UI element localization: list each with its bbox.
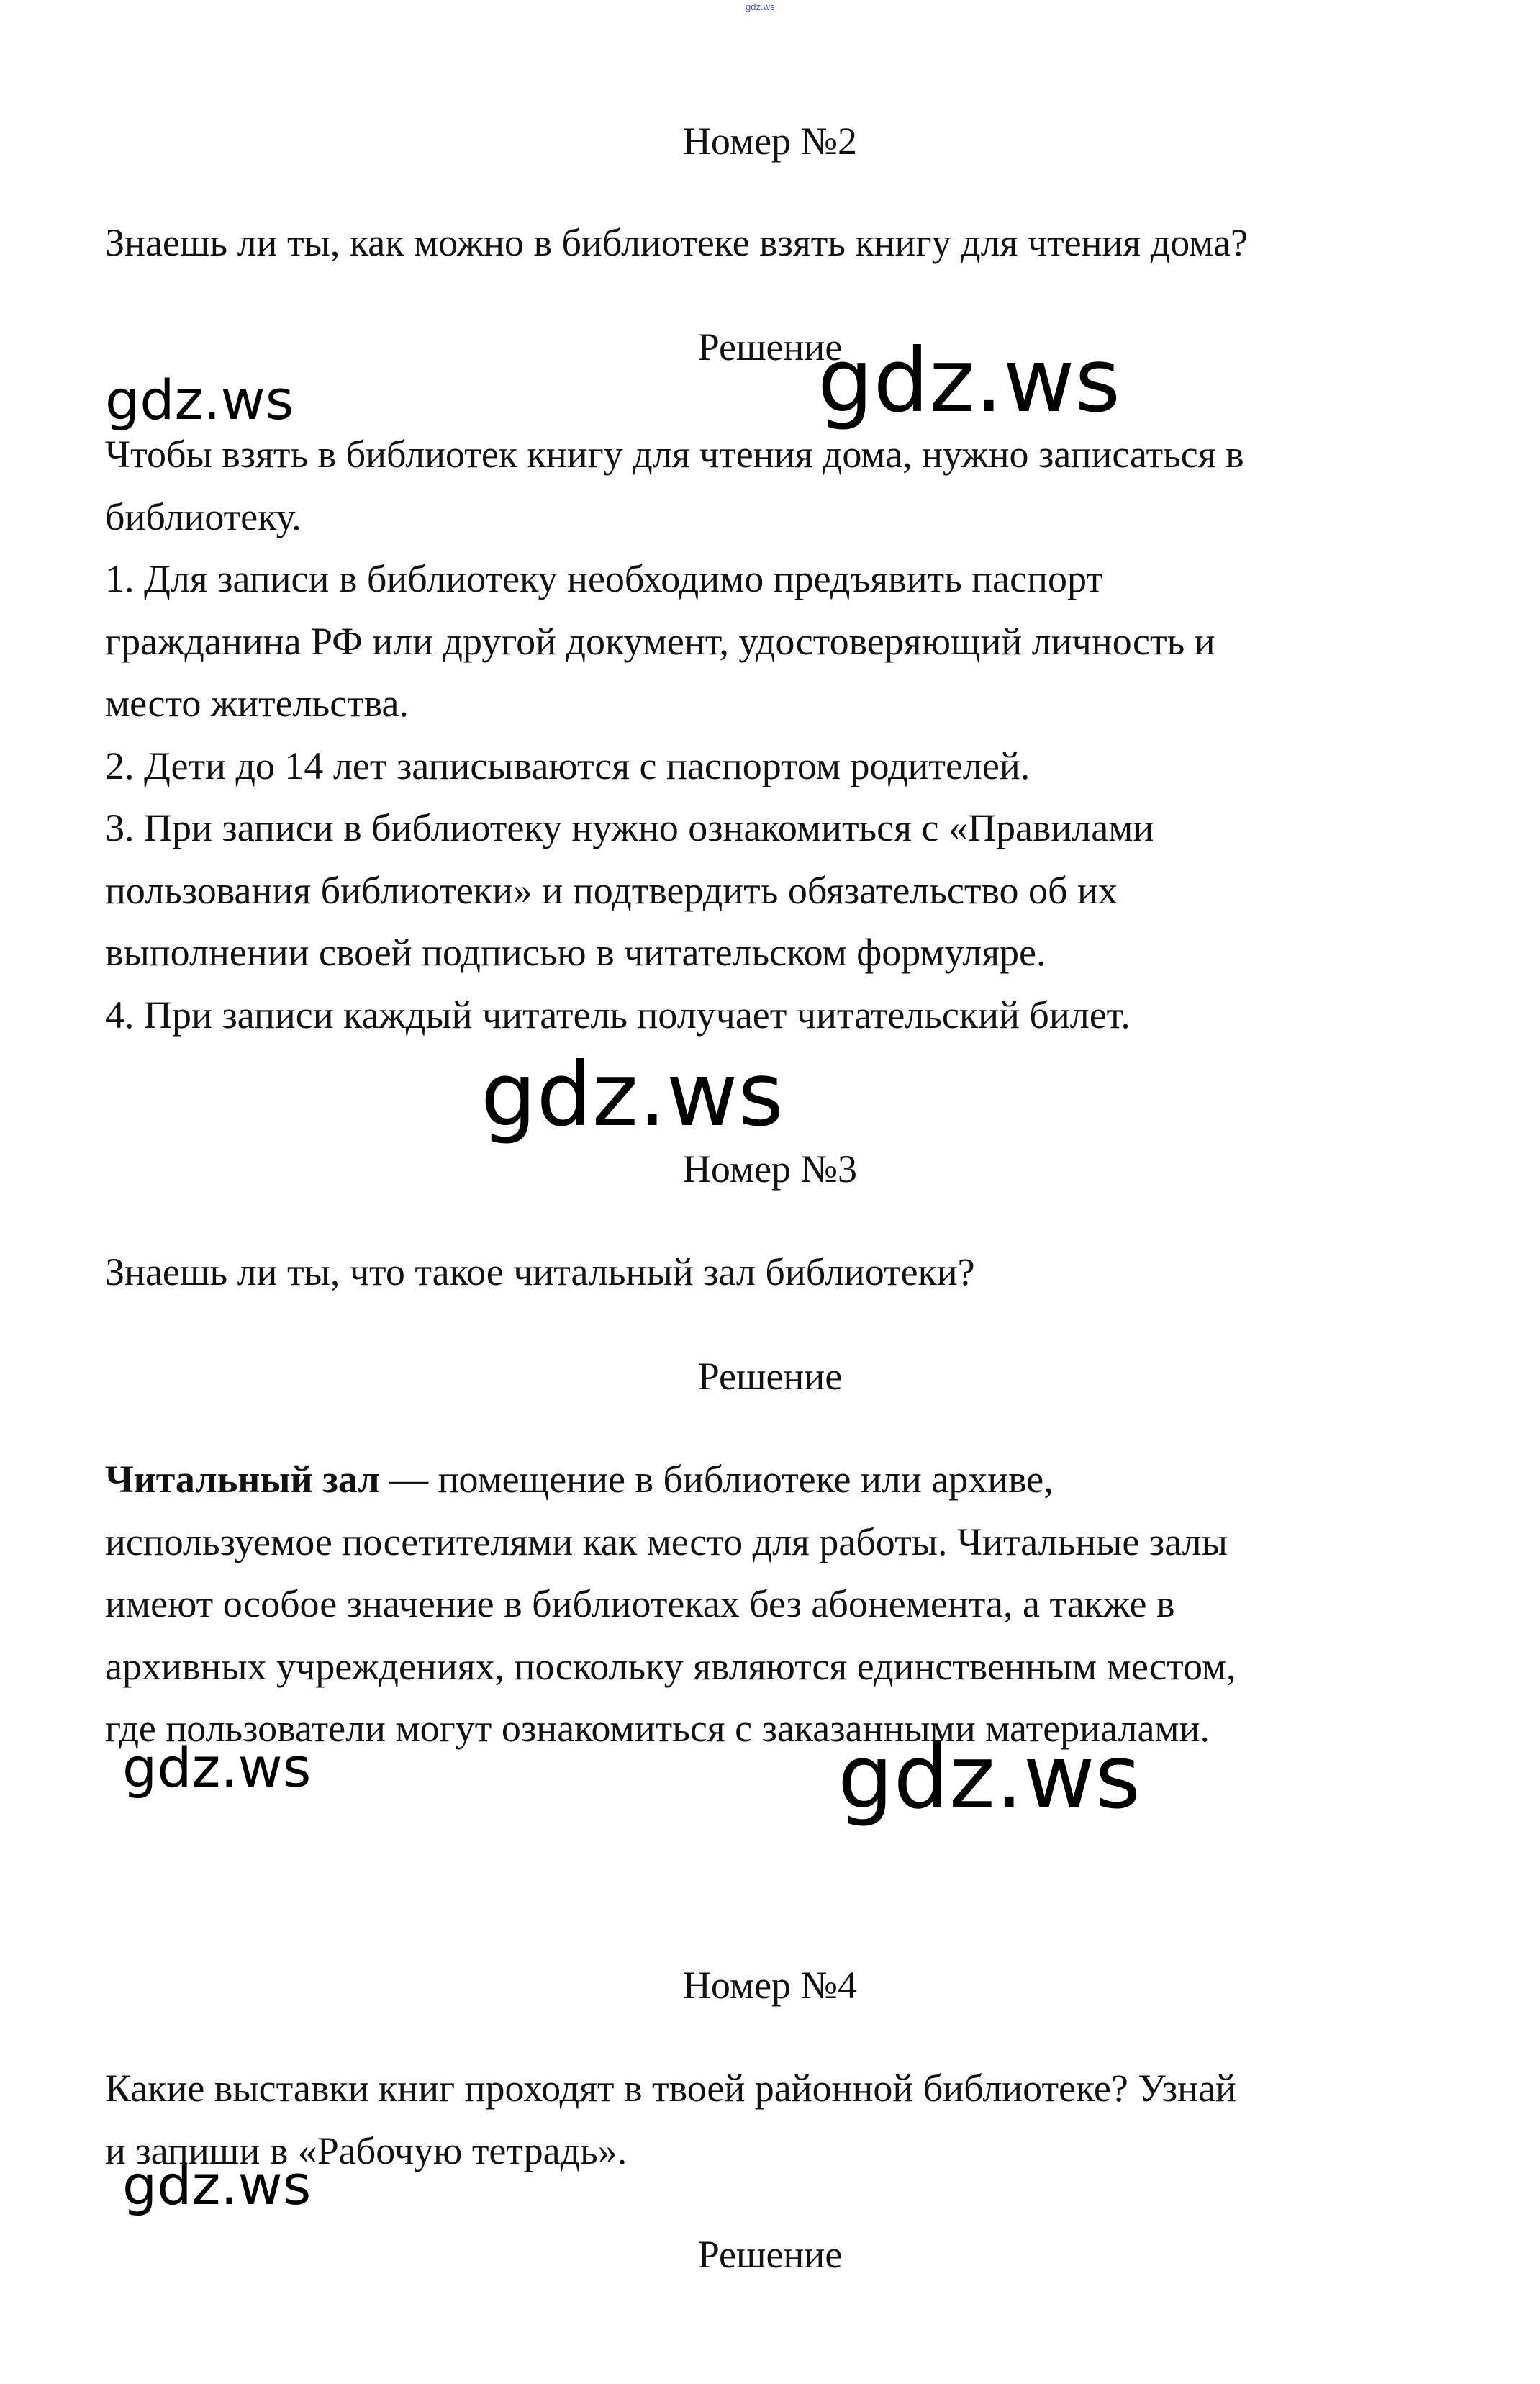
watermark-logo: gdz.ws — [105, 368, 294, 432]
question-line: Какие выставки книг проходят в твоей районной библиотеке? Узнай — [105, 2067, 1236, 2110]
answer-line: 1. Для записи в библиотеку необходимо предъявить паспорт — [105, 557, 1103, 600]
bold-term: Читальный зал — [105, 1458, 380, 1501]
answer-line-rest: — помещение в библиотеке или архиве, — [379, 1458, 1054, 1501]
watermark-logo: gdz.ws — [481, 1044, 784, 1146]
answer-line: 3. При записи в библиотеку нужно ознакомиться с «Правилами — [105, 806, 1154, 849]
answer-line: пользования библиотеки» и подтвердить обязательство об их — [105, 868, 1118, 912]
answer-line: выполнении своей подписью в читательском формуляре. — [105, 931, 1046, 974]
answer-line: 4. При записи каждый читатель получает читательский билет. — [105, 993, 1131, 1037]
question-line: Знаешь ли ты, как можно в библиотеке взять книгу для чтения дома? — [105, 221, 1248, 264]
answer-line: архивных учреждениях, поскольку являются единственным местом, — [105, 1644, 1236, 1688]
answer-2 — [105, 423, 1472, 1046]
answer-line-first — [105, 1448, 1472, 1511]
answer-line: Чтобы взять в библиотек книгу для чтения дома, нужно записаться в — [105, 433, 1244, 476]
answer-3 — [105, 1448, 1472, 1760]
solution-label-3: Решение — [697, 1355, 843, 1398]
question-line: и запиши в «Рабочую тетрадь». — [105, 2128, 628, 2172]
section-title-4: Номер №4 — [682, 1964, 858, 2007]
watermark-logo: gdz.ws — [838, 1726, 1141, 1828]
answer-line: используемое посетителями как место для работы. Читальные залы — [105, 1520, 1228, 1563]
question-2 — [105, 212, 1472, 274]
answer-line: гражданина РФ или другой документ, удостоверяющий личность и — [105, 619, 1215, 663]
section-title-2: Номер №2 — [682, 119, 858, 163]
answer-line: где пользователи могут ознакомиться с заказанными материалами. — [105, 1707, 1210, 1750]
header-watermark: gdz.ws — [746, 1, 775, 12]
answer-line: место жительства. — [105, 682, 409, 725]
section-title-3: Номер №3 — [682, 1147, 858, 1191]
solution-label-2: Решение — [697, 325, 843, 369]
solution-label-4: Решение — [697, 2233, 843, 2276]
watermark-logo: gdz.ws — [122, 1735, 312, 1800]
question-line: Знаешь ли ты, что такое читальный зал библиотеки? — [105, 1250, 975, 1293]
answer-line: 2. Дети до 14 лет записываются с паспортом родителей. — [105, 744, 1031, 787]
watermark-logo: gdz.ws — [122, 2153, 312, 2217]
answer-line: имеют особое значение в библиотеках без абонемента, а также в — [105, 1582, 1175, 1625]
watermark-logo: gdz.ws — [817, 330, 1121, 432]
question-3 — [105, 1241, 1472, 1304]
answer-line: библиотеку. — [105, 495, 302, 538]
